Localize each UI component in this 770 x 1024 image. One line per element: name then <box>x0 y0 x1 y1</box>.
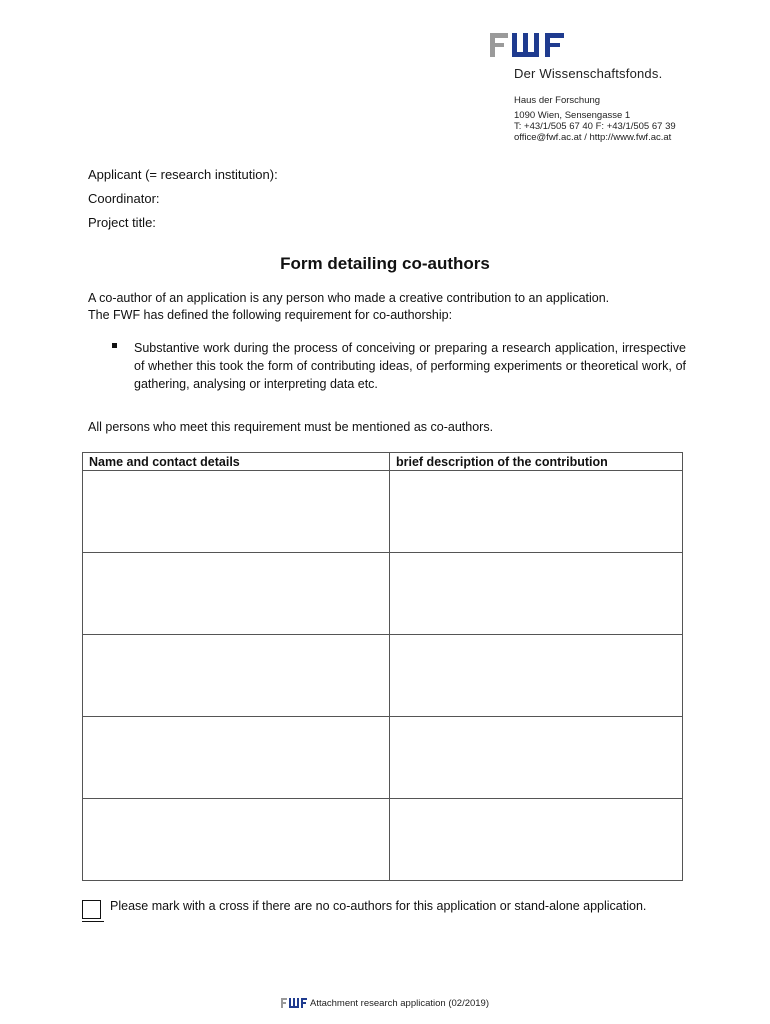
coauthors-table <box>82 452 683 881</box>
contribution-cell[interactable] <box>390 553 683 635</box>
table-row <box>83 635 683 717</box>
name-contact-header: Name and contact details <box>83 453 390 471</box>
square-bullet-icon <box>112 343 117 348</box>
org-name: Der Wissenschaftsfonds. <box>514 66 663 81</box>
contribution-cell[interactable] <box>390 717 683 799</box>
address-line-2: 1090 Wien, Sensengasse 1 <box>514 110 631 121</box>
name-contact-cell[interactable] <box>83 717 390 799</box>
fwf-logo <box>490 32 580 58</box>
intro-text <box>88 290 688 324</box>
table-header-row <box>83 453 683 471</box>
table-row <box>83 471 683 553</box>
name-contact-cell[interactable] <box>83 799 390 881</box>
footer-text: Attachment research application (02/2019) <box>309 998 490 1009</box>
fwf-mini-logo <box>281 998 307 1011</box>
name-contact-cell[interactable] <box>83 635 390 717</box>
table-row <box>83 553 683 635</box>
form-title: Form detailing co-authors <box>280 254 490 273</box>
intro-line-2: The FWF has defined the following requirement for co-authorship: <box>88 308 453 322</box>
name-contact-cell[interactable] <box>83 553 390 635</box>
project-title-label: Project title: <box>88 215 156 230</box>
requirement-text: Substantive work during the process of conceiving or preparing a research application, irrespective of whether this took the form of contributing ideas, of performing experiments or theoretical work, of gathering, analysing or interpreting data etc. <box>134 341 686 391</box>
contribution-header: brief description of the contribution <box>390 453 683 471</box>
page-footer <box>0 998 770 1011</box>
contribution-cell[interactable] <box>390 471 683 553</box>
table-row <box>83 717 683 799</box>
address-line-4: office@fwf.ac.at / http://www.fwf.ac.at <box>514 132 672 143</box>
address-line-1: Haus der Forschung <box>514 95 601 106</box>
no-coauthors-label: Please mark with a cross if there are no co-authors for this application or stand-alone application. <box>110 899 647 913</box>
applicant-label: Applicant (= research institution): <box>88 167 278 182</box>
no-coauthors-checkbox[interactable] <box>82 900 101 919</box>
intro-line-1: A co-author of an application is any person who made a creative contribution to an application. <box>88 291 610 305</box>
address-line-3: T: +43/1/505 67 40 F: +43/1/505 67 39 <box>514 121 676 132</box>
contribution-cell[interactable] <box>390 799 683 881</box>
all-persons-note: All persons who meet this requirement must be mentioned as co-authors. <box>88 420 494 434</box>
table-row <box>83 799 683 881</box>
coordinator-label: Coordinator: <box>88 191 160 206</box>
contribution-cell[interactable] <box>390 635 683 717</box>
checkbox-underline <box>82 921 104 922</box>
name-contact-cell[interactable] <box>83 471 390 553</box>
